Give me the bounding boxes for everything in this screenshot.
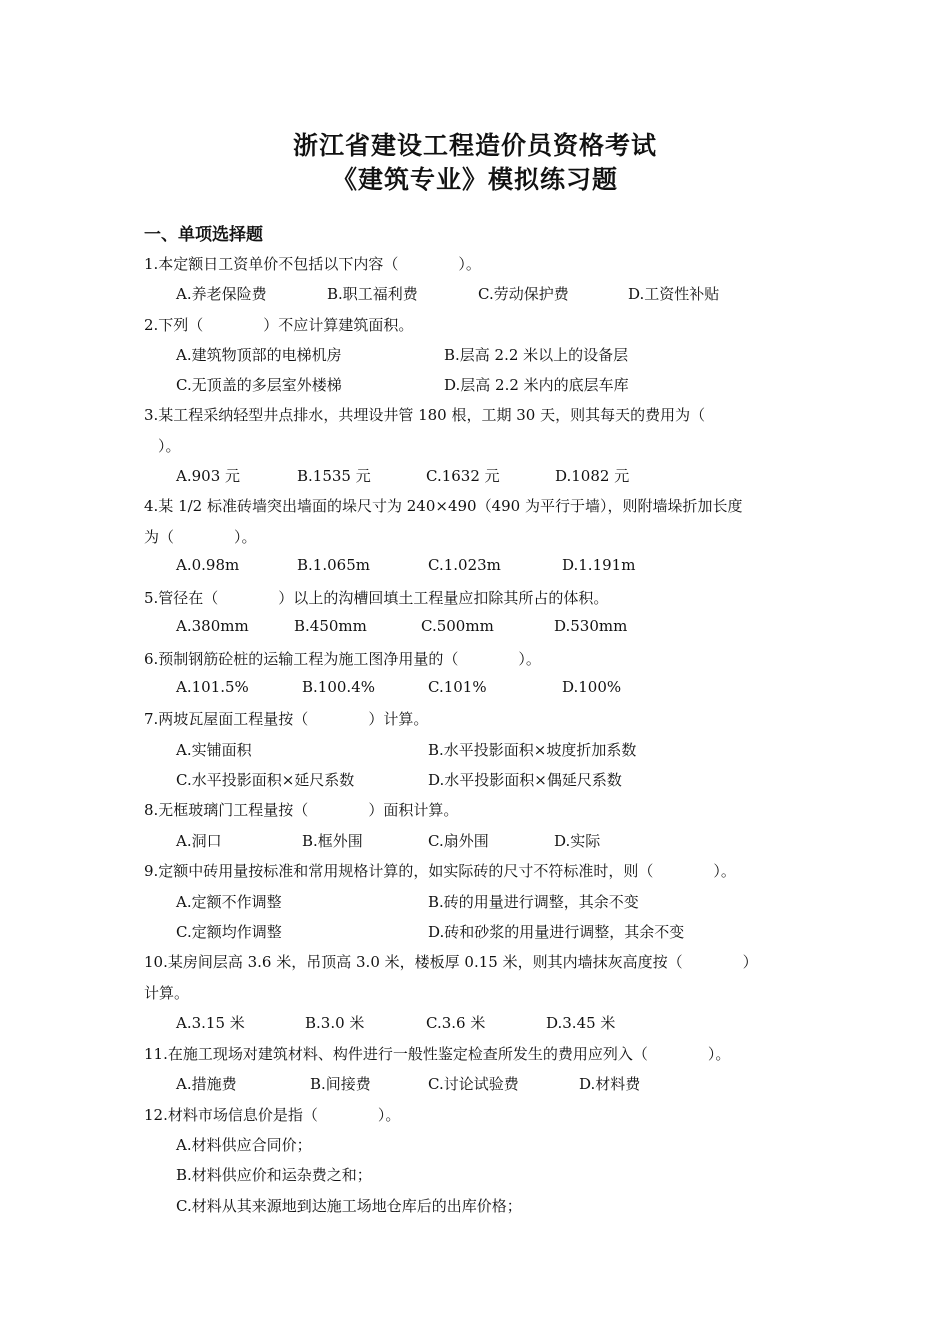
question-8-option-a: A.洞口 xyxy=(176,832,222,850)
question-7-option-b: B.水平投影面积×坡度折加系数 xyxy=(428,741,637,759)
question-7-option-a: A.实铺面积 xyxy=(176,741,252,759)
question-6-option-a: A.101.5% xyxy=(176,678,249,696)
question-1-option-b: B.职工福利费 xyxy=(327,285,418,303)
question-3-option-d: D.1082 元 xyxy=(555,467,630,485)
question-9-stem: 9.定额中砖用量按标准和常用规格计算的，如实际砖的尺寸不符标准时，则（ ）。 xyxy=(144,862,736,880)
question-11-option-b: B.间接费 xyxy=(310,1075,371,1093)
question-6-option-b: B.100.4% xyxy=(302,678,375,696)
question-7-option-d: D.水平投影面积×偶延尺系数 xyxy=(428,771,622,789)
question-10-stem-continued: 计算。 xyxy=(144,984,190,1002)
question-12-stem: 12.材料市场信息价是指（ ）。 xyxy=(144,1106,401,1124)
question-4-option-a: A.0.98m xyxy=(176,556,240,574)
question-8-option-c: C.扇外围 xyxy=(428,832,489,850)
section-heading: 一、单项选择题 xyxy=(144,225,263,245)
question-4-option-c: C.1.023m xyxy=(428,556,501,574)
question-1-stem: 1.本定额日工资单价不包括以下内容（ ）。 xyxy=(144,255,481,273)
question-3-option-b: B.1535 元 xyxy=(297,467,371,485)
question-10-stem: 10.某房间层高 3.6 米，吊顶高 3.0 米，楼板厚 0.15 米，则其内墙抹灰高度按（ ） xyxy=(144,953,758,971)
document-title-line2: 《建筑专业》模拟练习题 xyxy=(331,165,618,194)
question-7-option-c: C.水平投影面积×延尺系数 xyxy=(176,771,355,789)
question-10-option-d: D.3.45 米 xyxy=(546,1014,616,1032)
question-8-option-d: D.实际 xyxy=(554,832,601,850)
question-9-option-d: D.砖和砂浆的用量进行调整，其余不变 xyxy=(428,923,685,941)
question-8-stem: 8.无框玻璃门工程量按（ ）面积计算。 xyxy=(144,801,459,819)
question-6-option-c: C.101% xyxy=(428,678,487,696)
question-5-stem: 5.管径在（ ）以上的沟槽回填土工程量应扣除其所占的体积。 xyxy=(144,589,609,607)
question-11-option-d: D.材料费 xyxy=(579,1075,641,1093)
question-1-option-c: C.劳动保护费 xyxy=(478,285,569,303)
question-10-option-a: A.3.15 米 xyxy=(176,1014,245,1032)
question-9-option-a: A.定额不作调整 xyxy=(176,893,282,911)
question-4-stem: 4.某 1/2 标准砖墙突出墙面的垛尺寸为 240×490（490 为平行于墙），则附墙垛折加长度 xyxy=(144,497,743,515)
question-6-option-d: D.100% xyxy=(562,678,622,696)
question-11-option-c: C.讨论试验费 xyxy=(428,1075,519,1093)
document-title-line1: 浙江省建设工程造价员资格考试 xyxy=(292,131,657,160)
question-2-stem: 2.下列（ ）不应计算建筑面积。 xyxy=(144,316,414,334)
question-12-option-a: A.材料供应合同价； xyxy=(176,1136,312,1154)
question-12-option-b: B.材料供应价和运杂费之和； xyxy=(176,1166,372,1184)
question-11-stem: 11.在施工现场对建筑材料、构件进行一般性鉴定检查所发生的费用应列入（ ）。 xyxy=(144,1045,731,1063)
question-12-option-c: C.材料从其来源地到达施工场地仓库后的出库价格； xyxy=(176,1197,522,1215)
question-2-option-d: D.层高 2.2 米内的底层车库 xyxy=(444,376,629,394)
question-5-option-d: D.530mm xyxy=(554,617,628,635)
question-4-option-b: B.1.065m xyxy=(297,556,370,574)
question-5-option-c: C.500mm xyxy=(421,617,494,635)
question-10-option-c: C.3.6 米 xyxy=(426,1014,486,1032)
question-1-option-a: A.养老保险费 xyxy=(176,285,267,303)
question-2-option-a: A.建筑物顶部的电梯机房 xyxy=(176,346,342,364)
question-9-option-b: B.砖的用量进行调整，其余不变 xyxy=(428,893,639,911)
question-4-option-d: D.1.191m xyxy=(562,556,636,574)
question-10-option-b: B.3.0 米 xyxy=(305,1014,365,1032)
question-3-stem: 3.某工程采纳轻型井点排水，共埋设井管 180 根，工期 30 天，则其每天的费用为（ xyxy=(144,406,706,424)
question-5-option-a: A.380mm xyxy=(176,617,249,635)
question-3-option-c: C.1632 元 xyxy=(426,467,500,485)
question-11-option-a: A.措施费 xyxy=(176,1075,237,1093)
question-1-option-d: D.工资性补贴 xyxy=(628,285,720,303)
question-2-option-b: B.层高 2.2 米以上的设备层 xyxy=(444,346,629,364)
question-3-stem-continued: ）。 xyxy=(158,437,181,455)
question-9-option-c: C.定额均作调整 xyxy=(176,923,282,941)
question-4-stem-continued: 为（ ）。 xyxy=(144,528,257,546)
question-3-option-a: A.903 元 xyxy=(176,467,240,485)
question-7-stem: 7.两坡瓦屋面工程量按（ ）计算。 xyxy=(144,710,429,728)
question-6-stem: 6.预制钢筋砼桩的运输工程为施工图净用量的（ ）。 xyxy=(144,650,541,668)
question-2-option-c: C.无顶盖的多层室外楼梯 xyxy=(176,376,342,394)
question-8-option-b: B.框外围 xyxy=(302,832,363,850)
question-5-option-b: B.450mm xyxy=(294,617,367,635)
